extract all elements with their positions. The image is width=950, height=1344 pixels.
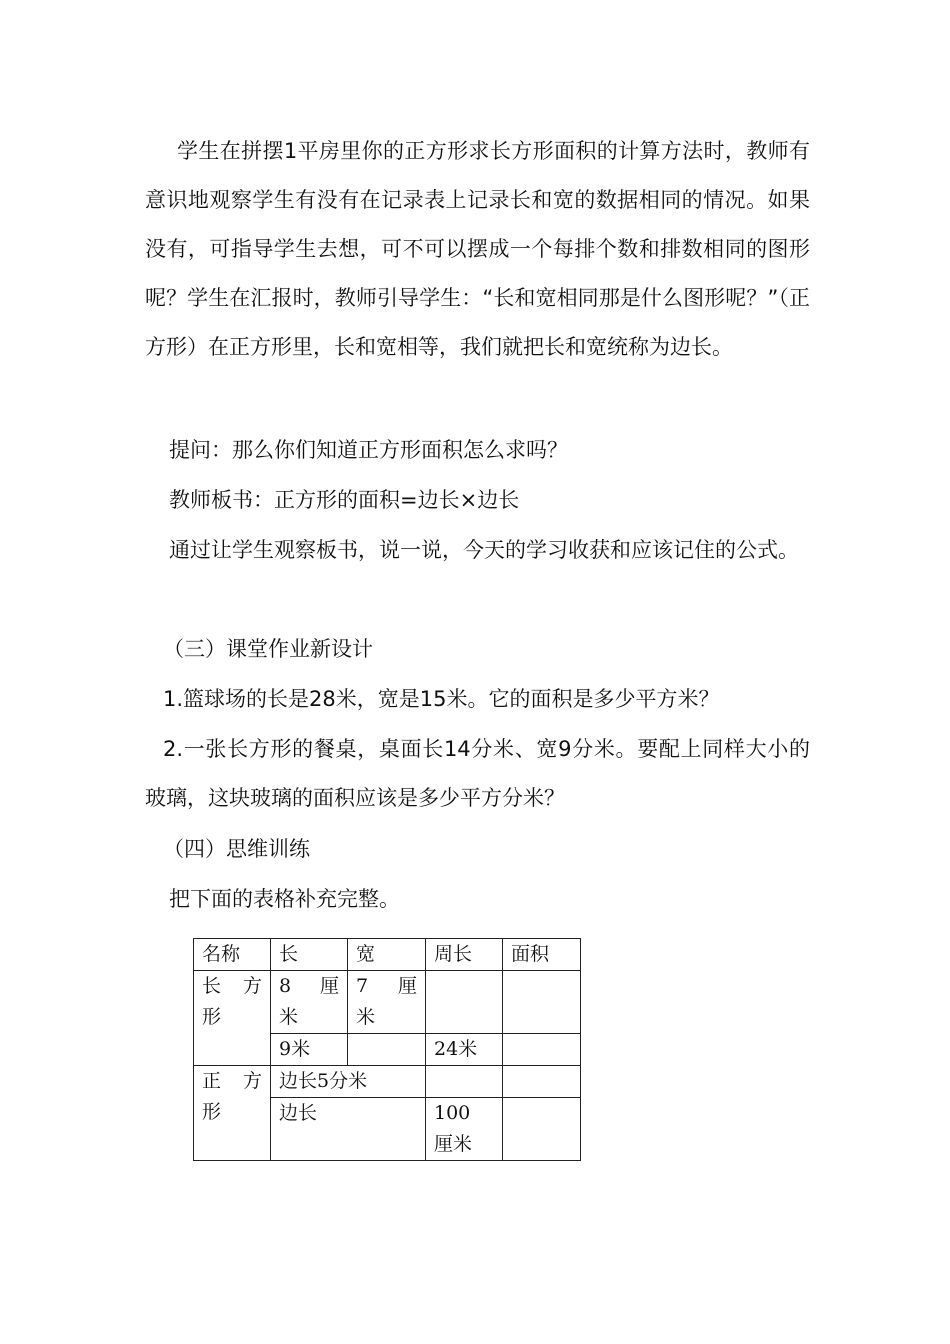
paragraph-square-intro: 学生在拼摆1平房里你的正方形求长方形面积的计算方法时，教师有意识地观察学生有没有在记录表上记录长和宽的数据相同的情况。如果没有，可指导学生去想，可不可以摆成一个每排个数和排数相同的图形呢？学生在汇报时，教师引导学生：“长和宽相同那是什么图形呢？”（正方形）在正方形里，长和宽相等，我们就把长和宽统称为边长。 — [145, 139, 810, 359]
square-row2-area — [503, 1098, 581, 1161]
rect-row2-perimeter: 24米 — [426, 1034, 503, 1066]
table-header-row — [194, 939, 581, 971]
square-row2-side: 边长 — [271, 1098, 426, 1161]
rect-row1-perimeter — [426, 971, 503, 1034]
header-length: 长 — [271, 939, 348, 971]
square-row2-perimeter: 100 厘米 — [426, 1098, 503, 1161]
header-area: 面积 — [503, 939, 581, 971]
table-row — [194, 1066, 581, 1098]
paragraph-board-formula: 教师板书：正方形的面积=边长×边长 — [169, 488, 520, 512]
fill-in-table — [193, 938, 581, 1161]
paragraph-summary: 通过让学生观察板书，说一说，今天的学习收获和应该记住的公式。 — [169, 538, 799, 562]
rect-row2-area — [503, 1034, 581, 1066]
exercise-1: 1.篮球场的长是28米，宽是15米。它的面积是多少平方米？ — [163, 687, 720, 711]
header-width: 宽 — [348, 939, 426, 971]
header-perimeter: 周长 — [426, 939, 503, 971]
section-heading-thinking: （四）思维训练 — [163, 837, 310, 861]
square-row1-area — [503, 1066, 581, 1098]
square-row1-side: 边长5分米 — [271, 1066, 426, 1098]
header-name: 名称 — [194, 939, 271, 971]
table-row — [194, 971, 581, 1034]
rectangle-label: 长 方 形 — [194, 971, 271, 1066]
paragraph-question: 提问：那么你们知道正方形面积怎么求吗？ — [169, 438, 568, 462]
rect-row1-area — [503, 971, 581, 1034]
exercise-2: 2.一张长方形的餐桌，桌面长14分米、宽9分米。要配上同样大小的玻璃，这块玻璃的面积应该是多少平方分米？ — [145, 737, 810, 810]
section-heading-homework: （三）课堂作业新设计 — [163, 637, 373, 661]
square-label: 正 方 形 — [194, 1066, 271, 1161]
square-row1-perimeter — [426, 1066, 503, 1098]
rect-row2-length: 9米 — [271, 1034, 348, 1066]
rect-row1-length: 8 厘 米 — [271, 971, 348, 1034]
rect-row1-width: 7 厘 米 — [348, 971, 426, 1034]
table-instruction: 把下面的表格补充完整。 — [169, 887, 400, 911]
rect-row2-width — [348, 1034, 426, 1066]
